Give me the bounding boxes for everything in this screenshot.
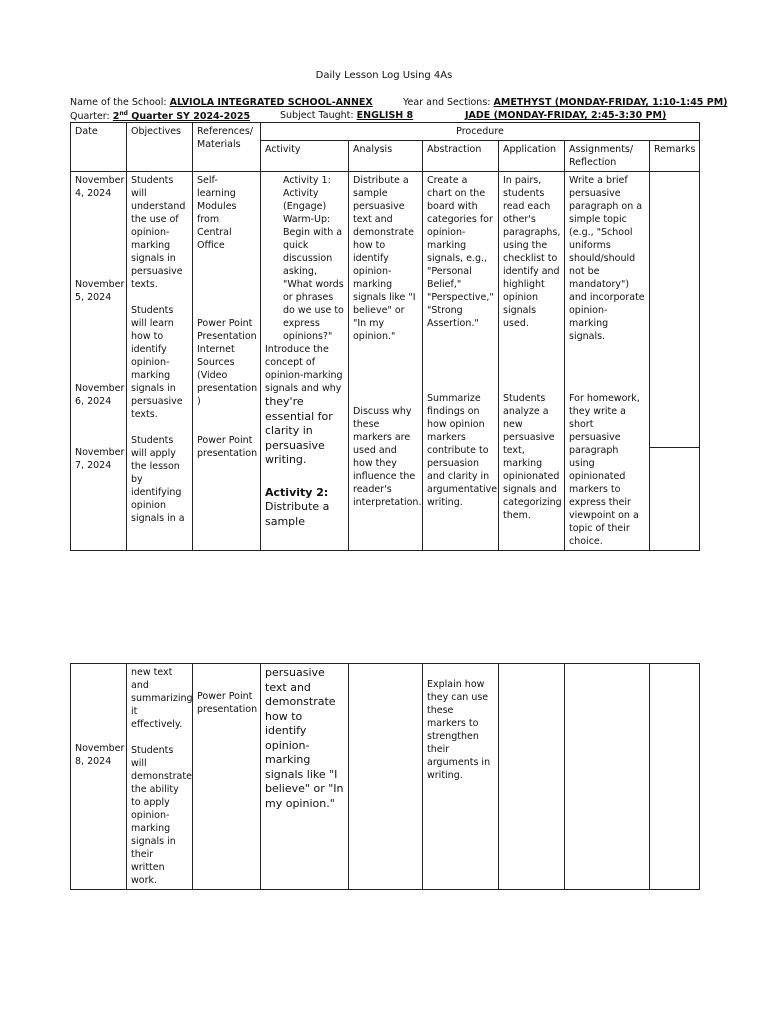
header-references: References/ Materials (193, 123, 261, 172)
objective-4: Students will demonstrate the ability to apply opinion-marking signals in their written work. (131, 745, 192, 886)
subject-value: ENGLISH 8 (356, 110, 414, 121)
references-cell (193, 172, 261, 551)
objectives-cell (127, 172, 193, 551)
activity-1: Activity 1: Activity (Engage) Warm-Up: Begin with a quick discussion asking, "What words or phrases do we use to express opinions?" (283, 175, 344, 342)
header-remarks: Remarks (650, 141, 700, 172)
date-nov-4: November 4, 2024 (75, 175, 125, 199)
header-activity: Activity (261, 141, 349, 172)
date-nov-7: November 7, 2024 (75, 447, 125, 471)
section-jade-line (465, 110, 666, 121)
activity-2-text: Distribute a sample (265, 500, 330, 528)
year-sections-line (403, 97, 728, 108)
reference-4: Power Point presentation (197, 691, 258, 715)
assignments-cell (565, 172, 650, 551)
activity-1-intro: Introduce the concept of opinion-marking signals and why (265, 344, 343, 394)
section-jade: JADE (MONDAY-FRIDAY, 2:45-3:30 PM) (465, 110, 667, 121)
header-abstraction: Abstraction (423, 141, 499, 172)
abstraction-cell (423, 664, 499, 890)
school-line (70, 97, 373, 108)
references-cell (193, 664, 261, 890)
quarter-line (70, 110, 250, 122)
application-cell (499, 664, 565, 890)
header-date: Date (71, 123, 127, 172)
header-procedure: Procedure (261, 123, 700, 141)
remarks-divider (650, 172, 699, 448)
application-2: Students analyze a new persuasive text, marking opinionated signals and categorizing them. (503, 393, 562, 521)
quarter-value: 2nd Quarter SY 2024-2025 (112, 110, 251, 123)
abstraction-3: Explain how they can use these markers to strengthen their arguments in writing. (427, 679, 491, 781)
date-cell (71, 664, 127, 890)
analysis-1: Distribute a sample persuasive text and demonstrate how to identify opinion-marking signals like "I believe" or "In my opinion." (353, 175, 416, 342)
subject-line (280, 110, 413, 121)
assignment-2: For homework, they write a short persuasive paragraph using opinionated markers to express their viewpoint on a topic of their choice. (569, 393, 640, 547)
header-row-1 (71, 123, 700, 141)
date-nov-6: November 6, 2024 (75, 383, 125, 407)
document-title: Daily Lesson Log Using 4As (315, 70, 453, 81)
section-amethyst: AMETHYST (MONDAY-FRIDAY, 1:10-1:45 PM) (493, 97, 728, 108)
objectives-cell (127, 664, 193, 890)
assignment-1: Write a brief persuasive paragraph on a simple topic (e.g., "School uniforms should/should not be mandatory") and incorporate opinion-marking signals. (569, 175, 645, 342)
application-1: In pairs, students read each other's paragraphs, using the checklist to identify and highlight opinion signals used. (503, 175, 561, 329)
objective-continued: new text and summarizing it effectively. (131, 667, 193, 730)
reference-2: Power Point Presentation Internet Sources (Video presentation ) (197, 318, 258, 407)
date-nov-8: November 8, 2024 (75, 743, 125, 767)
subject-label: Subject Taught: (280, 110, 354, 121)
activity-2-continued: persuasive text and demonstrate how to identify opinion-marking signals like "I believe" or "In my opinion." (265, 666, 344, 810)
lesson-log-table-continued (70, 663, 700, 890)
analysis-2: Discuss why these markers are used and how they influence the reader's interpretation. (353, 406, 422, 508)
objective-2: Students will learn how to identify opinion-marking signals in persuasive texts. (131, 305, 183, 420)
school-name: ALVIOLA INTEGRATED SCHOOL-ANNEX (169, 97, 373, 108)
year-label: Year and Sections: (403, 97, 491, 108)
header-application: Application (499, 141, 565, 172)
header-assignments: Assignments/ Reflection (565, 141, 650, 172)
abstraction-cell (423, 172, 499, 551)
activity-cell (261, 664, 349, 890)
analysis-cell (349, 664, 423, 890)
analysis-cell (349, 172, 423, 551)
quarter-label: Quarter: (70, 111, 110, 123)
abstraction-1: Create a chart on the board with categories for opinion-marking signals, e.g., "Personal Belief," "Perspective," "Strong Assertion." (427, 175, 494, 329)
table-row (71, 664, 700, 890)
date-nov-5: November 5, 2024 (75, 279, 125, 303)
activity-cell (261, 172, 349, 551)
objective-1: Students will understand the use of opinion-marking signals in persuasive texts. (131, 175, 186, 290)
remarks-cell (650, 172, 700, 551)
reference-3: Power Point presentation (197, 435, 258, 459)
lesson-log-table (70, 122, 700, 551)
header-objectives: Objectives (127, 123, 193, 172)
activity-1-clarity: they're essential for clarity in persuasive writing. (265, 395, 333, 466)
abstraction-2: Summarize findings on how opinion markers contribute to persuasion and clarity in argumentative writing. (427, 393, 498, 508)
remarks-cell (650, 664, 700, 890)
application-cell (499, 172, 565, 551)
header-analysis: Analysis (349, 141, 423, 172)
school-label: Name of the School: (70, 97, 167, 108)
activity-2-title: Activity 2: (265, 485, 329, 499)
date-cell (71, 172, 127, 551)
objective-3: Students will apply the lesson by identifying opinion signals in a (131, 435, 185, 524)
assignments-cell (565, 664, 650, 890)
table-row (71, 172, 700, 551)
reference-1: Self-learning Modules from Central Office (197, 175, 237, 251)
